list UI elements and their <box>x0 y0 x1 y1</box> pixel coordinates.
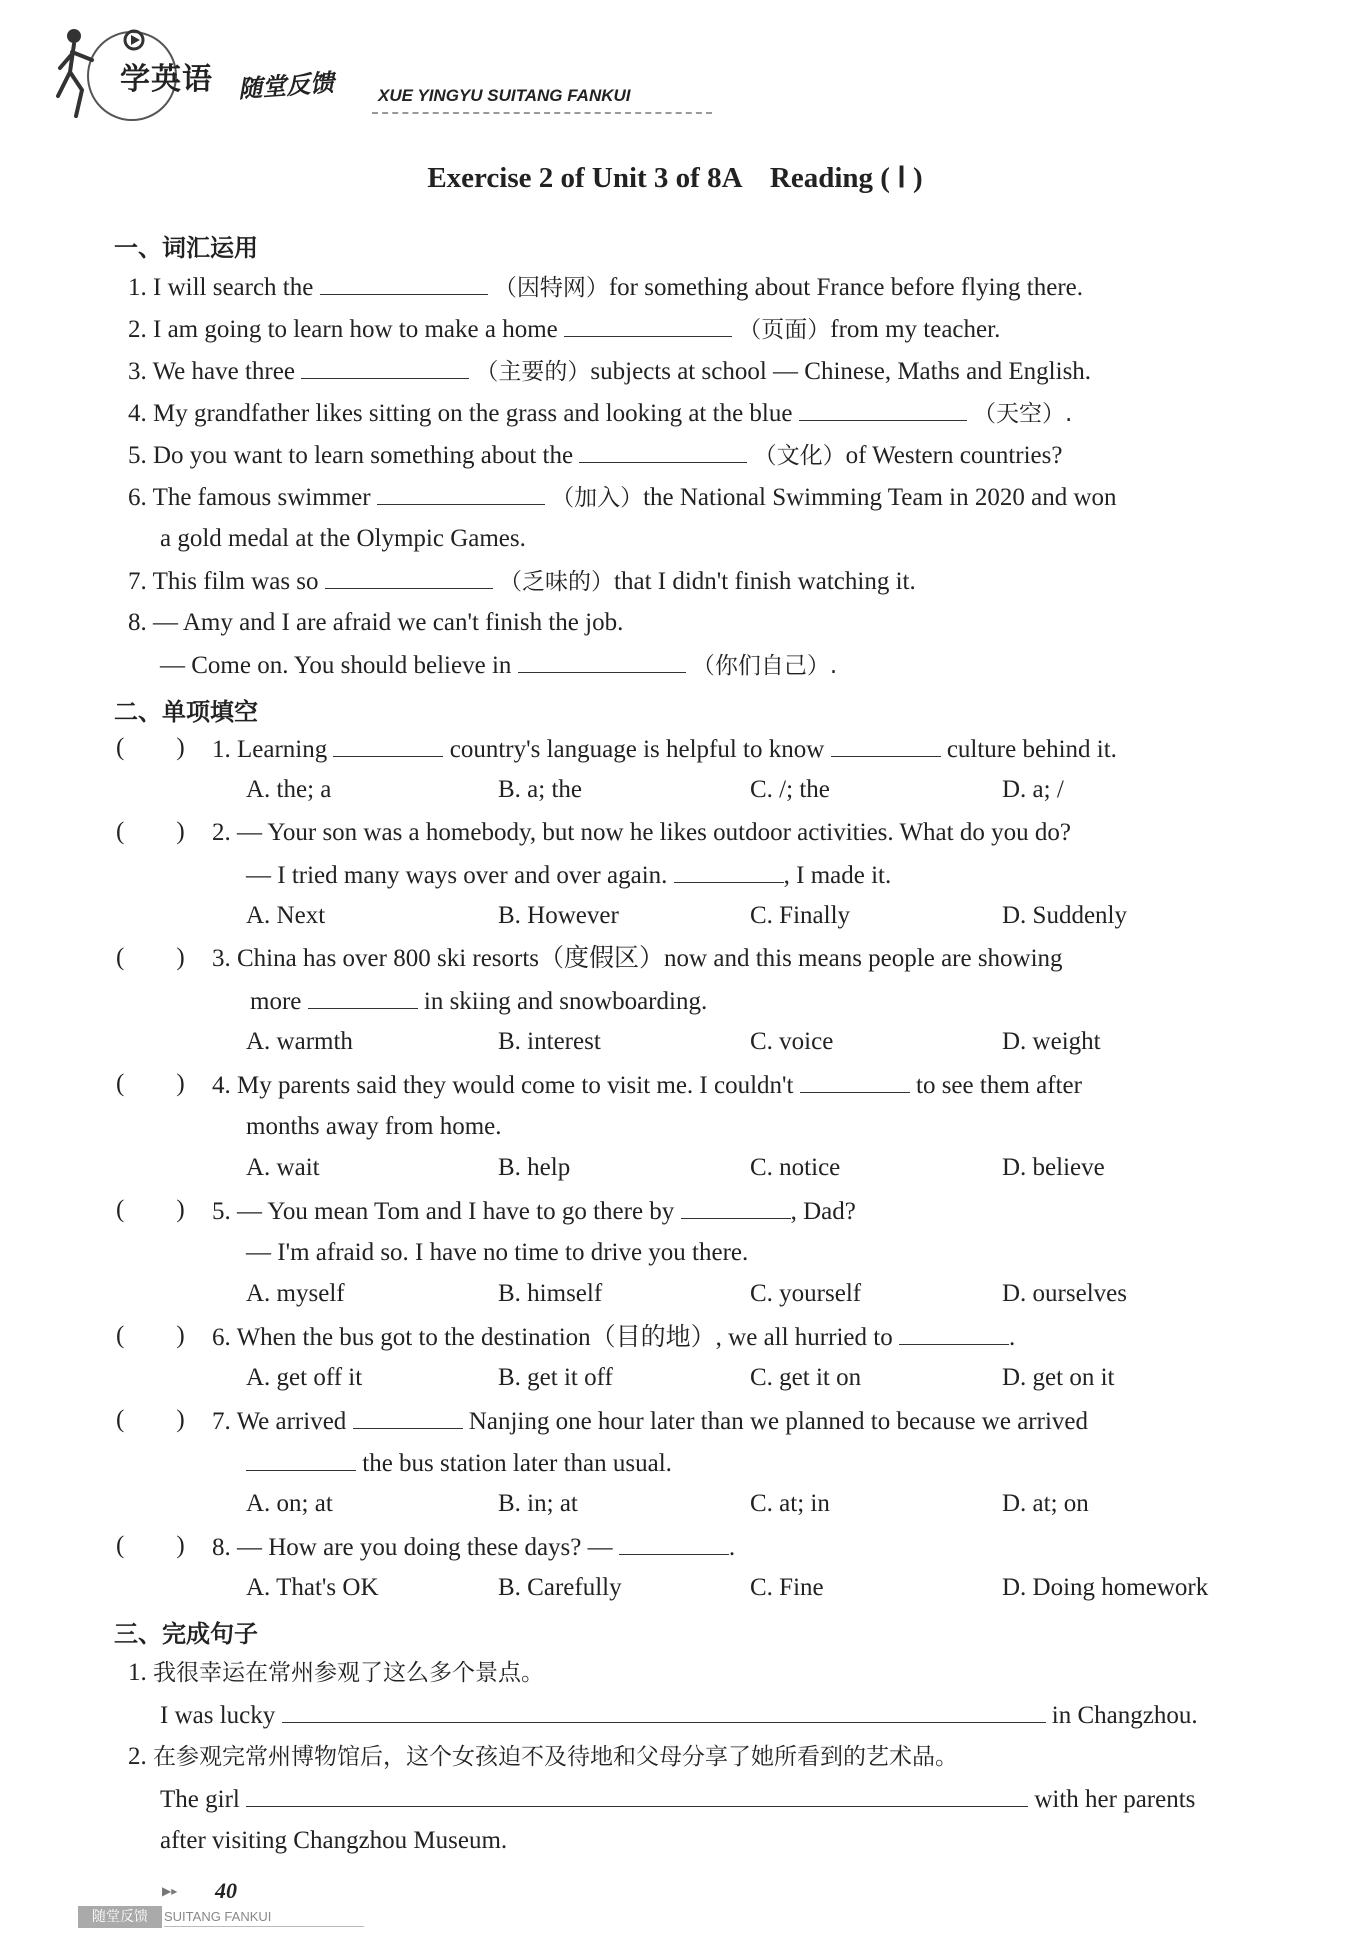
mc-option[interactable]: C. Fine <box>750 1574 824 1601</box>
answer-blank[interactable] <box>353 1406 463 1429</box>
page-arrow-icon: ▶▸ <box>162 1884 178 1898</box>
mc-question: 8. — How are you doing these days? — . <box>212 1534 736 1561</box>
vocab-item: 8. — Amy and I are afraid we can't finish the job. <box>128 609 624 636</box>
answer-blank[interactable] <box>333 734 443 757</box>
answer-blank[interactable] <box>674 860 784 883</box>
answer-bracket[interactable]: ( ) <box>116 1322 185 1349</box>
answer-blank[interactable] <box>377 482 545 505</box>
header <box>52 24 672 134</box>
mc-option[interactable]: D. Suddenly <box>1002 902 1127 929</box>
mc-option[interactable]: D. believe <box>1002 1154 1105 1181</box>
answer-bracket[interactable]: ( ) <box>116 1532 185 1559</box>
mc-question: 4. My parents said they would come to visit me. I couldn't to see them after <box>212 1072 1082 1099</box>
mc-option[interactable]: B. However <box>498 902 619 929</box>
mc-question: 2. — Your son was a homebody, but now he likes outdoor activities. What do you do? <box>212 819 1071 846</box>
answer-blank[interactable] <box>619 1532 729 1555</box>
mc-option[interactable]: A. wait <box>246 1154 320 1181</box>
mc-option[interactable]: D. Doing homework <box>1002 1574 1209 1601</box>
mc-option[interactable]: C. Finally <box>750 902 851 929</box>
answer-bracket[interactable]: ( ) <box>116 734 185 761</box>
answer-bracket[interactable]: ( ) <box>116 1070 185 1097</box>
answer-blank[interactable] <box>831 734 941 757</box>
mc-question-continued: months away from home. <box>246 1113 502 1140</box>
sentence-item-cn: 2. 在参观完常州博物馆后，这个女孩迫不及待地和父母分享了她所看到的艺术品。 <box>128 1743 958 1770</box>
vocab-item: 4. My grandfather likes sitting on the grass and looking at the blue （天空）. <box>128 400 1073 427</box>
mc-question: 7. We arrived Nanjing one hour later than we planned to because we arrived <box>212 1408 1088 1435</box>
footer-label-cn: 随堂反馈 <box>78 1906 162 1928</box>
answer-blank[interactable] <box>518 650 686 673</box>
page-number: 40 <box>215 1878 237 1903</box>
mc-option[interactable]: C. at; in <box>750 1490 830 1517</box>
mc-question: 5. — You mean Tom and I have to go there by , Dad? <box>212 1198 856 1225</box>
answer-bracket[interactable]: ( ) <box>116 1406 185 1433</box>
vocab-item-continued: a gold medal at the Olympic Games. <box>160 525 526 552</box>
mc-option[interactable]: B. in; at <box>498 1490 578 1517</box>
mc-option[interactable]: A. on; at <box>246 1490 333 1517</box>
vocab-item: 3. We have three （主要的）subjects at school — Chinese, Maths and English. <box>128 358 1092 385</box>
vocab-item: 7. This film was so （乏味的）that I didn't finish watching it. <box>128 568 916 595</box>
vocab-item-continued: — Come on. You should believe in （你们自己）. <box>160 652 838 679</box>
sentence-item-continued: after visiting Changzhou Museum. <box>160 1827 508 1854</box>
mc-option[interactable]: D. a; / <box>1002 776 1064 803</box>
mc-option[interactable]: D. get on it <box>1002 1364 1115 1391</box>
answer-blank[interactable] <box>800 1070 910 1093</box>
answer-blank[interactable] <box>246 1448 356 1471</box>
mc-question: 1. Learning country's language is helpful to know culture behind it. <box>212 736 1117 763</box>
footer-label <box>78 1906 288 1928</box>
section-heading-sentences: 三、完成句子 <box>114 1620 258 1648</box>
answer-blank[interactable] <box>579 440 747 463</box>
mc-question: 6. When the bus got to the destination（目的地）, we all hurried to . <box>212 1324 1016 1351</box>
header-title-cn: 学英语 <box>120 62 213 97</box>
mc-option[interactable]: C. voice <box>750 1028 834 1055</box>
footer-divider <box>164 1926 364 1927</box>
answer-blank[interactable] <box>564 314 732 337</box>
mc-option[interactable]: A. That's OK <box>246 1574 379 1601</box>
header-title-cn2: 随堂反馈 <box>237 68 336 104</box>
mc-question-continued: the bus station later than usual. <box>246 1448 672 1479</box>
answer-blank[interactable] <box>301 356 469 379</box>
mc-option[interactable]: A. myself <box>246 1280 345 1307</box>
mc-option[interactable]: A. get off it <box>246 1364 363 1391</box>
vocab-item: 6. The famous swimmer （加入）the National Swimming Team in 2020 and won <box>128 484 1117 511</box>
mc-option[interactable]: D. weight <box>1002 1028 1101 1055</box>
mc-option[interactable]: A. warmth <box>246 1028 353 1055</box>
answer-bracket[interactable]: ( ) <box>116 1196 185 1223</box>
mc-option[interactable]: C. get it on <box>750 1364 862 1391</box>
mc-option[interactable]: C. notice <box>750 1154 841 1181</box>
page-title: Exercise 2 of Unit 3 of 8A Reading ( Ⅰ ) <box>427 162 923 194</box>
mc-option[interactable]: A. the; a <box>246 776 332 803</box>
mc-question-continued: — I tried many ways over and over again. , I made it. <box>246 862 892 889</box>
answer-bracket[interactable]: ( ) <box>116 944 185 971</box>
mc-option[interactable]: C. yourself <box>750 1280 862 1307</box>
sentence-item-cn: 1. 我很幸运在常州参观了这么多个景点。 <box>128 1659 544 1686</box>
mc-option[interactable]: B. interest <box>498 1028 601 1055</box>
sentence-item-en: The girl with her parents <box>160 1786 1196 1813</box>
header-divider <box>372 112 712 114</box>
answer-blank[interactable] <box>799 398 967 421</box>
mc-option[interactable]: D. at; on <box>1002 1490 1089 1517</box>
mc-question-continued: — I'm afraid so. I have no time to drive you there. <box>246 1239 749 1266</box>
section-heading-mc: 二、单项填空 <box>114 698 258 726</box>
mc-option[interactable]: B. himself <box>498 1280 603 1307</box>
answer-blank[interactable] <box>681 1196 791 1219</box>
answer-blank[interactable] <box>899 1322 1009 1345</box>
answer-blank[interactable] <box>308 986 418 1009</box>
footer-label-en: SUITANG FANKUI <box>164 1909 272 1924</box>
answer-bracket[interactable]: ( ) <box>116 818 185 845</box>
answer-line[interactable] <box>246 1784 1028 1807</box>
vocab-item: 1. I will search the （因特网）for something about France before flying there. <box>128 274 1084 301</box>
mc-option[interactable]: B. help <box>498 1154 571 1181</box>
mc-option[interactable]: B. Carefully <box>498 1574 622 1601</box>
vocab-item: 5. Do you want to learn something about the （文化）of Western countries? <box>128 442 1063 469</box>
mc-option[interactable]: A. Next <box>246 902 326 929</box>
mc-option[interactable]: B. get it off <box>498 1364 613 1391</box>
answer-blank[interactable] <box>325 566 493 589</box>
section-heading-vocab: 一、词汇运用 <box>114 234 258 262</box>
header-title-en: XUE YINGYU SUITANG FANKUI <box>378 86 631 105</box>
answer-line[interactable] <box>282 1700 1046 1723</box>
mc-question: 3. China has over 800 ski resorts（度假区）now and this means people are showing <box>212 945 1063 972</box>
mc-option[interactable]: B. a; the <box>498 776 583 803</box>
vocab-item: 2. I am going to learn how to make a home （页面）from my teacher. <box>128 316 1001 343</box>
mc-option[interactable]: C. /; the <box>750 776 830 803</box>
sentence-item-en: I was lucky in Changzhou. <box>160 1702 1198 1729</box>
answer-blank[interactable] <box>320 272 488 295</box>
mc-question-continued: more in skiing and snowboarding. <box>250 988 708 1015</box>
mc-option[interactable]: D. ourselves <box>1002 1280 1127 1307</box>
